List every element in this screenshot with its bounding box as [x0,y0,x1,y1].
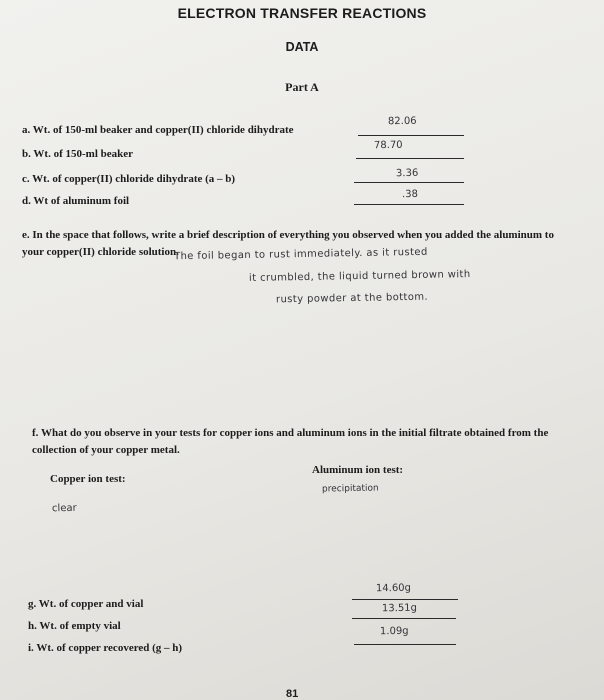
aluminum-ion-test-answer: precipitation [321,483,379,495]
item-h-label: h. Wt. of empty vial [28,620,121,632]
part-a-heading: Part A [285,80,319,94]
page-number: 81 [286,688,299,700]
item-b-answer-line [356,158,464,159]
item-d-answer-line [354,204,464,205]
item-g-label: g. Wt. of copper and vial [28,598,144,610]
page-title: ELECTRON TRANSFER REACTIONS [177,5,427,21]
item-i-answer-line [354,644,456,645]
observation-line-1: The foil began to rust immediately. as it rusted [173,246,428,263]
item-g-answer-line [352,599,458,600]
item-c-label: c. Wt. of copper(II) chloride dihydrate (a – b) [22,173,236,185]
item-d-label: d. Wt of aluminum foil [22,195,130,207]
item-a-label: a. Wt. of 150-ml beaker and copper(II) chloride dihydrate [22,124,294,136]
item-h-answer: 13.51g [381,602,418,615]
question-f: f. What do you observe in your tests for copper ions and aluminum ions in the initial filtrate obtained from the collection of your copper metal. [32,427,549,456]
aluminum-ion-test-label: Aluminum ion test: [312,464,404,476]
question-e: e. In the space that follows, write a brief description of everything you observed when you added the aluminum to your copper(II) chloride solution. [22,229,554,258]
item-d-answer: .38 [401,188,419,201]
observation-line-3: rusty powder at the bottom. [275,291,429,306]
item-c-answer-line [354,182,464,183]
item-c-answer: 3.36 [395,167,419,180]
section-title-data: DATA [285,40,319,54]
copper-ion-test-answer: clear [51,502,77,515]
item-g-answer: 14.60g [375,582,412,595]
item-i-answer: 1.09g [379,625,409,638]
item-b-label: b. Wt. of 150-ml beaker [22,148,134,160]
item-a-answer-line [358,135,464,136]
copper-ion-test-label: Copper ion test: [50,473,126,485]
item-a-answer: 82.06 [387,115,417,128]
item-b-answer: 78.70 [373,139,403,152]
item-i-label: i. Wt. of copper recovered (g – h) [28,642,183,654]
item-h-answer-line [352,618,456,619]
observation-line-2: it crumbled, the liquid turned brown with [248,269,471,284]
